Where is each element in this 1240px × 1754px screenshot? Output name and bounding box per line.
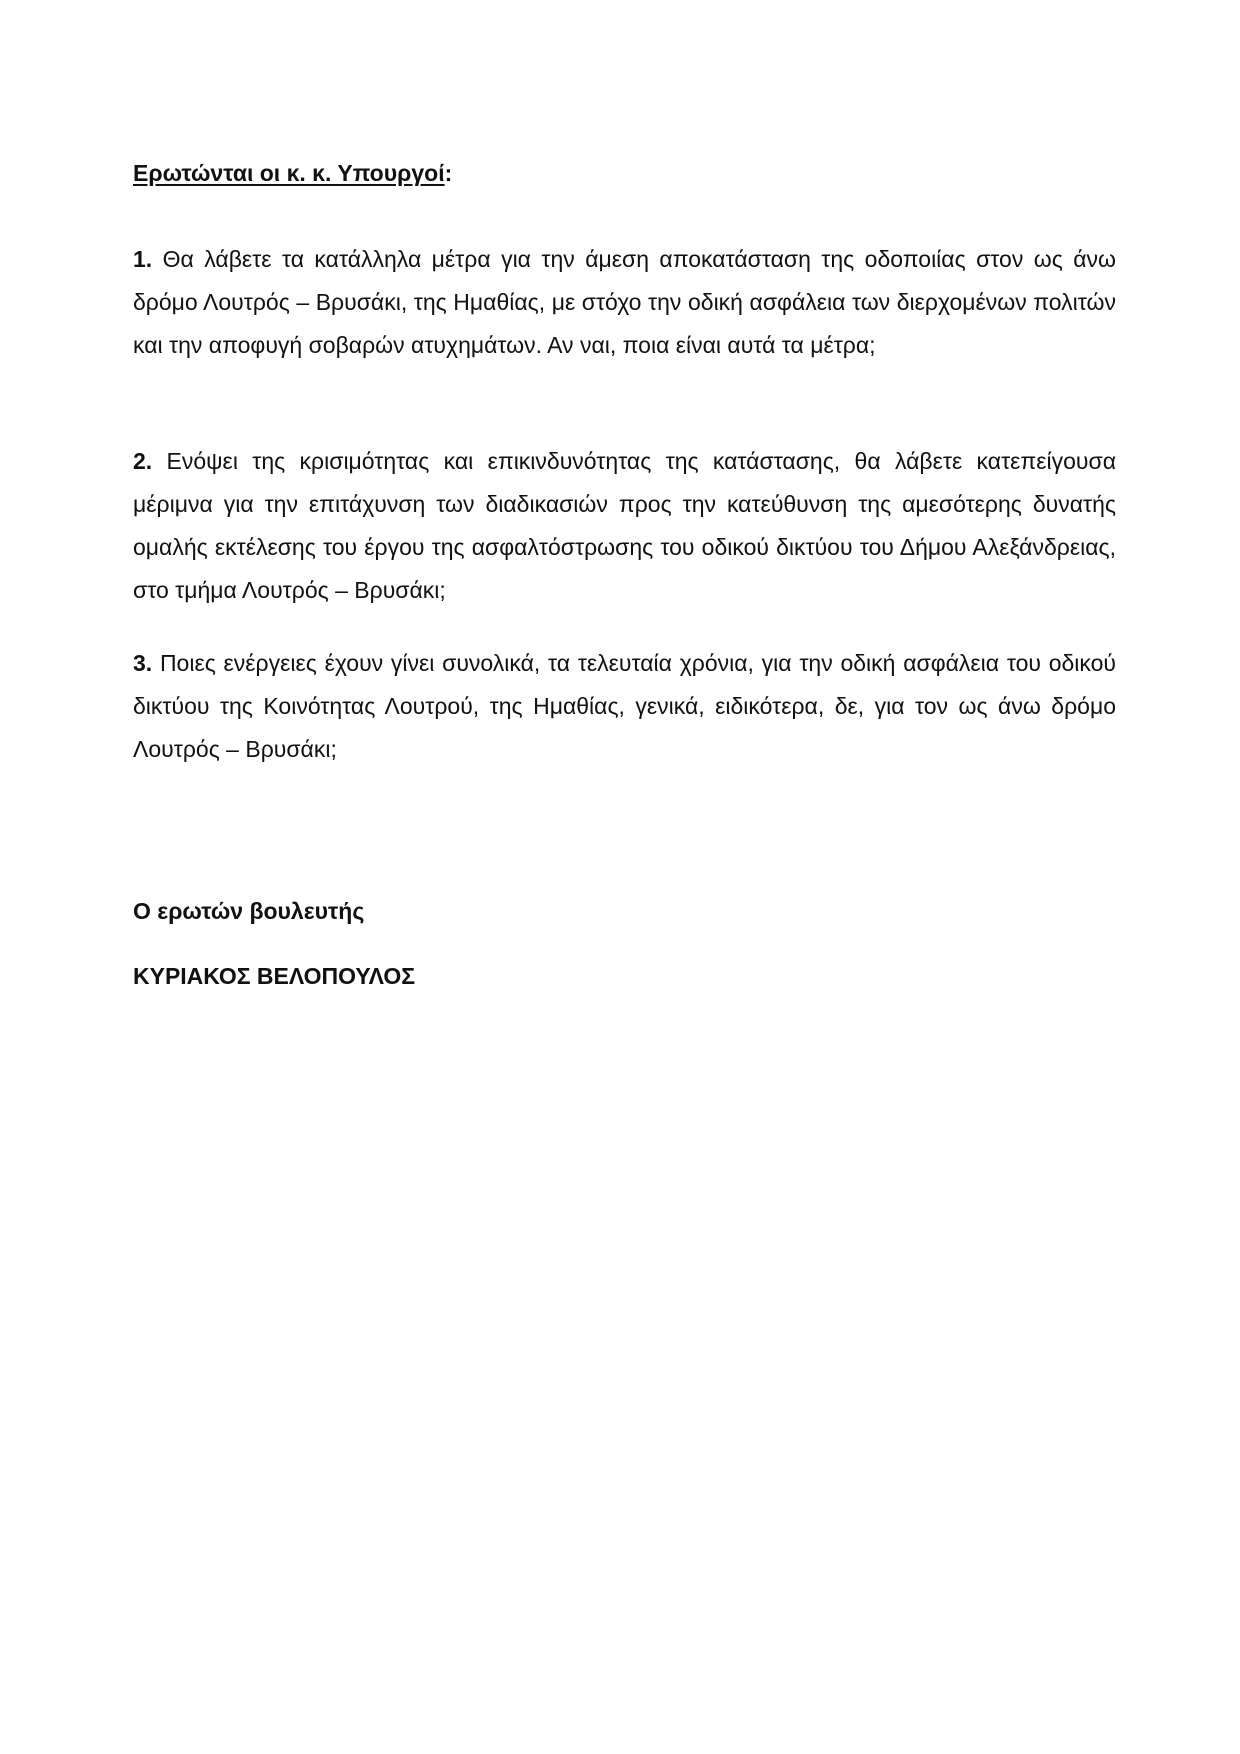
- page-heading: [133, 158, 452, 188]
- question-number: 2.: [133, 448, 153, 474]
- heading-colon: :: [444, 160, 453, 186]
- question-text: Θα λάβετε τα κατάλληλα μέτρα για την άμεση αποκατάσταση της οδοποιίας στον ως άνω δρόμο Λουτρός – Βρυσάκι, της Ημαθίας, με στόχο την οδική ασφάλεια των διερχομένων πολιτών και την αποφυγή σοβαρών ατυχημάτων. Αν ναι, ποια είναι αυτά τα μέτρα;: [133, 246, 1117, 358]
- question-text: Ενόψει της κρισιμότητας και επικινδυνότητας της κατάστασης, θα λάβετε κατεπείγουσα μέριμνα για την επιτάχυνση των διαδικασιών προς την κατεύθυνση της αμεσότερης δυνατής ομαλής εκτέλεσης του έργου της ασφαλτόστρωσης του οδικού δικτύου του Δήμου Αλεξάνδρειας, στο τμήμα Λουτρός – Βρυσάκι;: [133, 448, 1116, 603]
- question-number: 1.: [133, 246, 153, 272]
- question-number: 3.: [133, 650, 153, 676]
- signature-name: ΚΥΡΙΑΚΟΣ ΒΕΛΟΠΟΥΛΟΣ: [133, 963, 416, 989]
- signature-role: Ο ερωτών βουλευτής: [133, 898, 365, 924]
- heading-text: Ερωτώνται οι κ. κ. Υπουργοί: [133, 160, 445, 186]
- question-1: [133, 238, 1116, 367]
- question-2: [133, 440, 1116, 612]
- question-text: Ποιες ενέργειες έχουν γίνει συνολικά, τα τελευταία χρόνια, για την οδική ασφάλεια του οδικού δικτύου της Κοινότητας Λουτρού, της Ημαθίας, γενικά, ειδικότερα, δε, για τον ως άνω δρόμο Λουτρός – Βρυσάκι;: [133, 650, 1116, 762]
- question-3: [133, 642, 1116, 771]
